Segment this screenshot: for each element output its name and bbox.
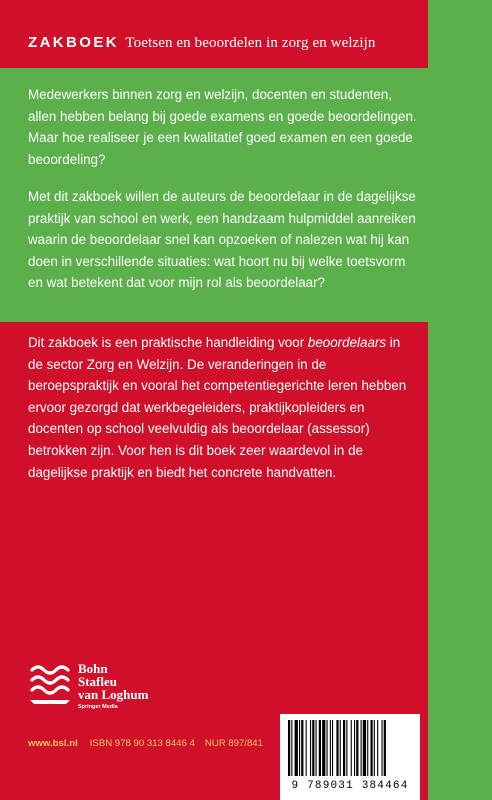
publisher-name — [78, 662, 148, 701]
brand-label: ZAKBOEK — [28, 34, 119, 51]
intro-paragraph-1: Medewerkers binnen zorg en welzijn, docenten en studenten, allen hebben belang bij goede examens en goede beoordelingen. Maar hoe realiseer je een kwalitatief goed examen en een goede beoordeling? — [28, 87, 417, 167]
body-text-start: Dit zakboek is een praktische handleiding voor — [28, 335, 308, 350]
publisher-url[interactable]: www.bsl.nl — [28, 738, 78, 749]
header — [0, 0, 428, 68]
publisher-line-1: Bohn — [78, 661, 108, 676]
publisher-subtitle: Springer Media — [78, 704, 118, 710]
barcode-number: 9 789031 384464 — [291, 780, 409, 792]
nur-text: NUR 897/841 — [204, 738, 263, 749]
body-text-end: in de sector Zorg en Welzijn. De veranderingen in de beroepspraktijk en vooral het competentiegerichte leren hebben ervoor gezorgd dat werkbegeleiders, praktijkopleiders en docenten op school veelvuldig als beoordelaar (assessor) betrokken zijn. Voor hen is dit boek zeer waardevol in de dagelijkse praktijk en biedt het concrete handvatten. — [28, 335, 407, 480]
publisher-line-3: van Loghum — [78, 687, 149, 702]
isbn-text: ISBN 978 90 313 8446 4 — [89, 738, 195, 749]
header-title — [28, 34, 376, 52]
body-text-emphasis: beoordelaars — [307, 335, 387, 350]
publisher-line-2: Stafleu — [78, 674, 117, 689]
publisher-mark-icon — [26, 658, 74, 706]
body-paragraph — [28, 332, 418, 483]
publisher-logo — [26, 658, 186, 714]
intro-paragraph-2: Met dit zakboek willen de auteurs de beoordelaar in de dagelijkse praktijk van school en werk, een handzaam hulpmiddel aanreiken waarin de beoordelaar snel kan opzoeken of nalezen wat hij kan doen in verschillende situaties: wat hoort nu bij welke toetsvorm en wat betekent dat voor mijn rol als beoordelaar? — [28, 189, 416, 291]
book-subtitle: Toetsen en beoordelen in zorg en welzijn — [125, 35, 376, 51]
book-spine — [428, 0, 492, 800]
barcode-bars — [286, 720, 414, 778]
footer-info — [28, 738, 263, 749]
barcode — [280, 714, 420, 800]
